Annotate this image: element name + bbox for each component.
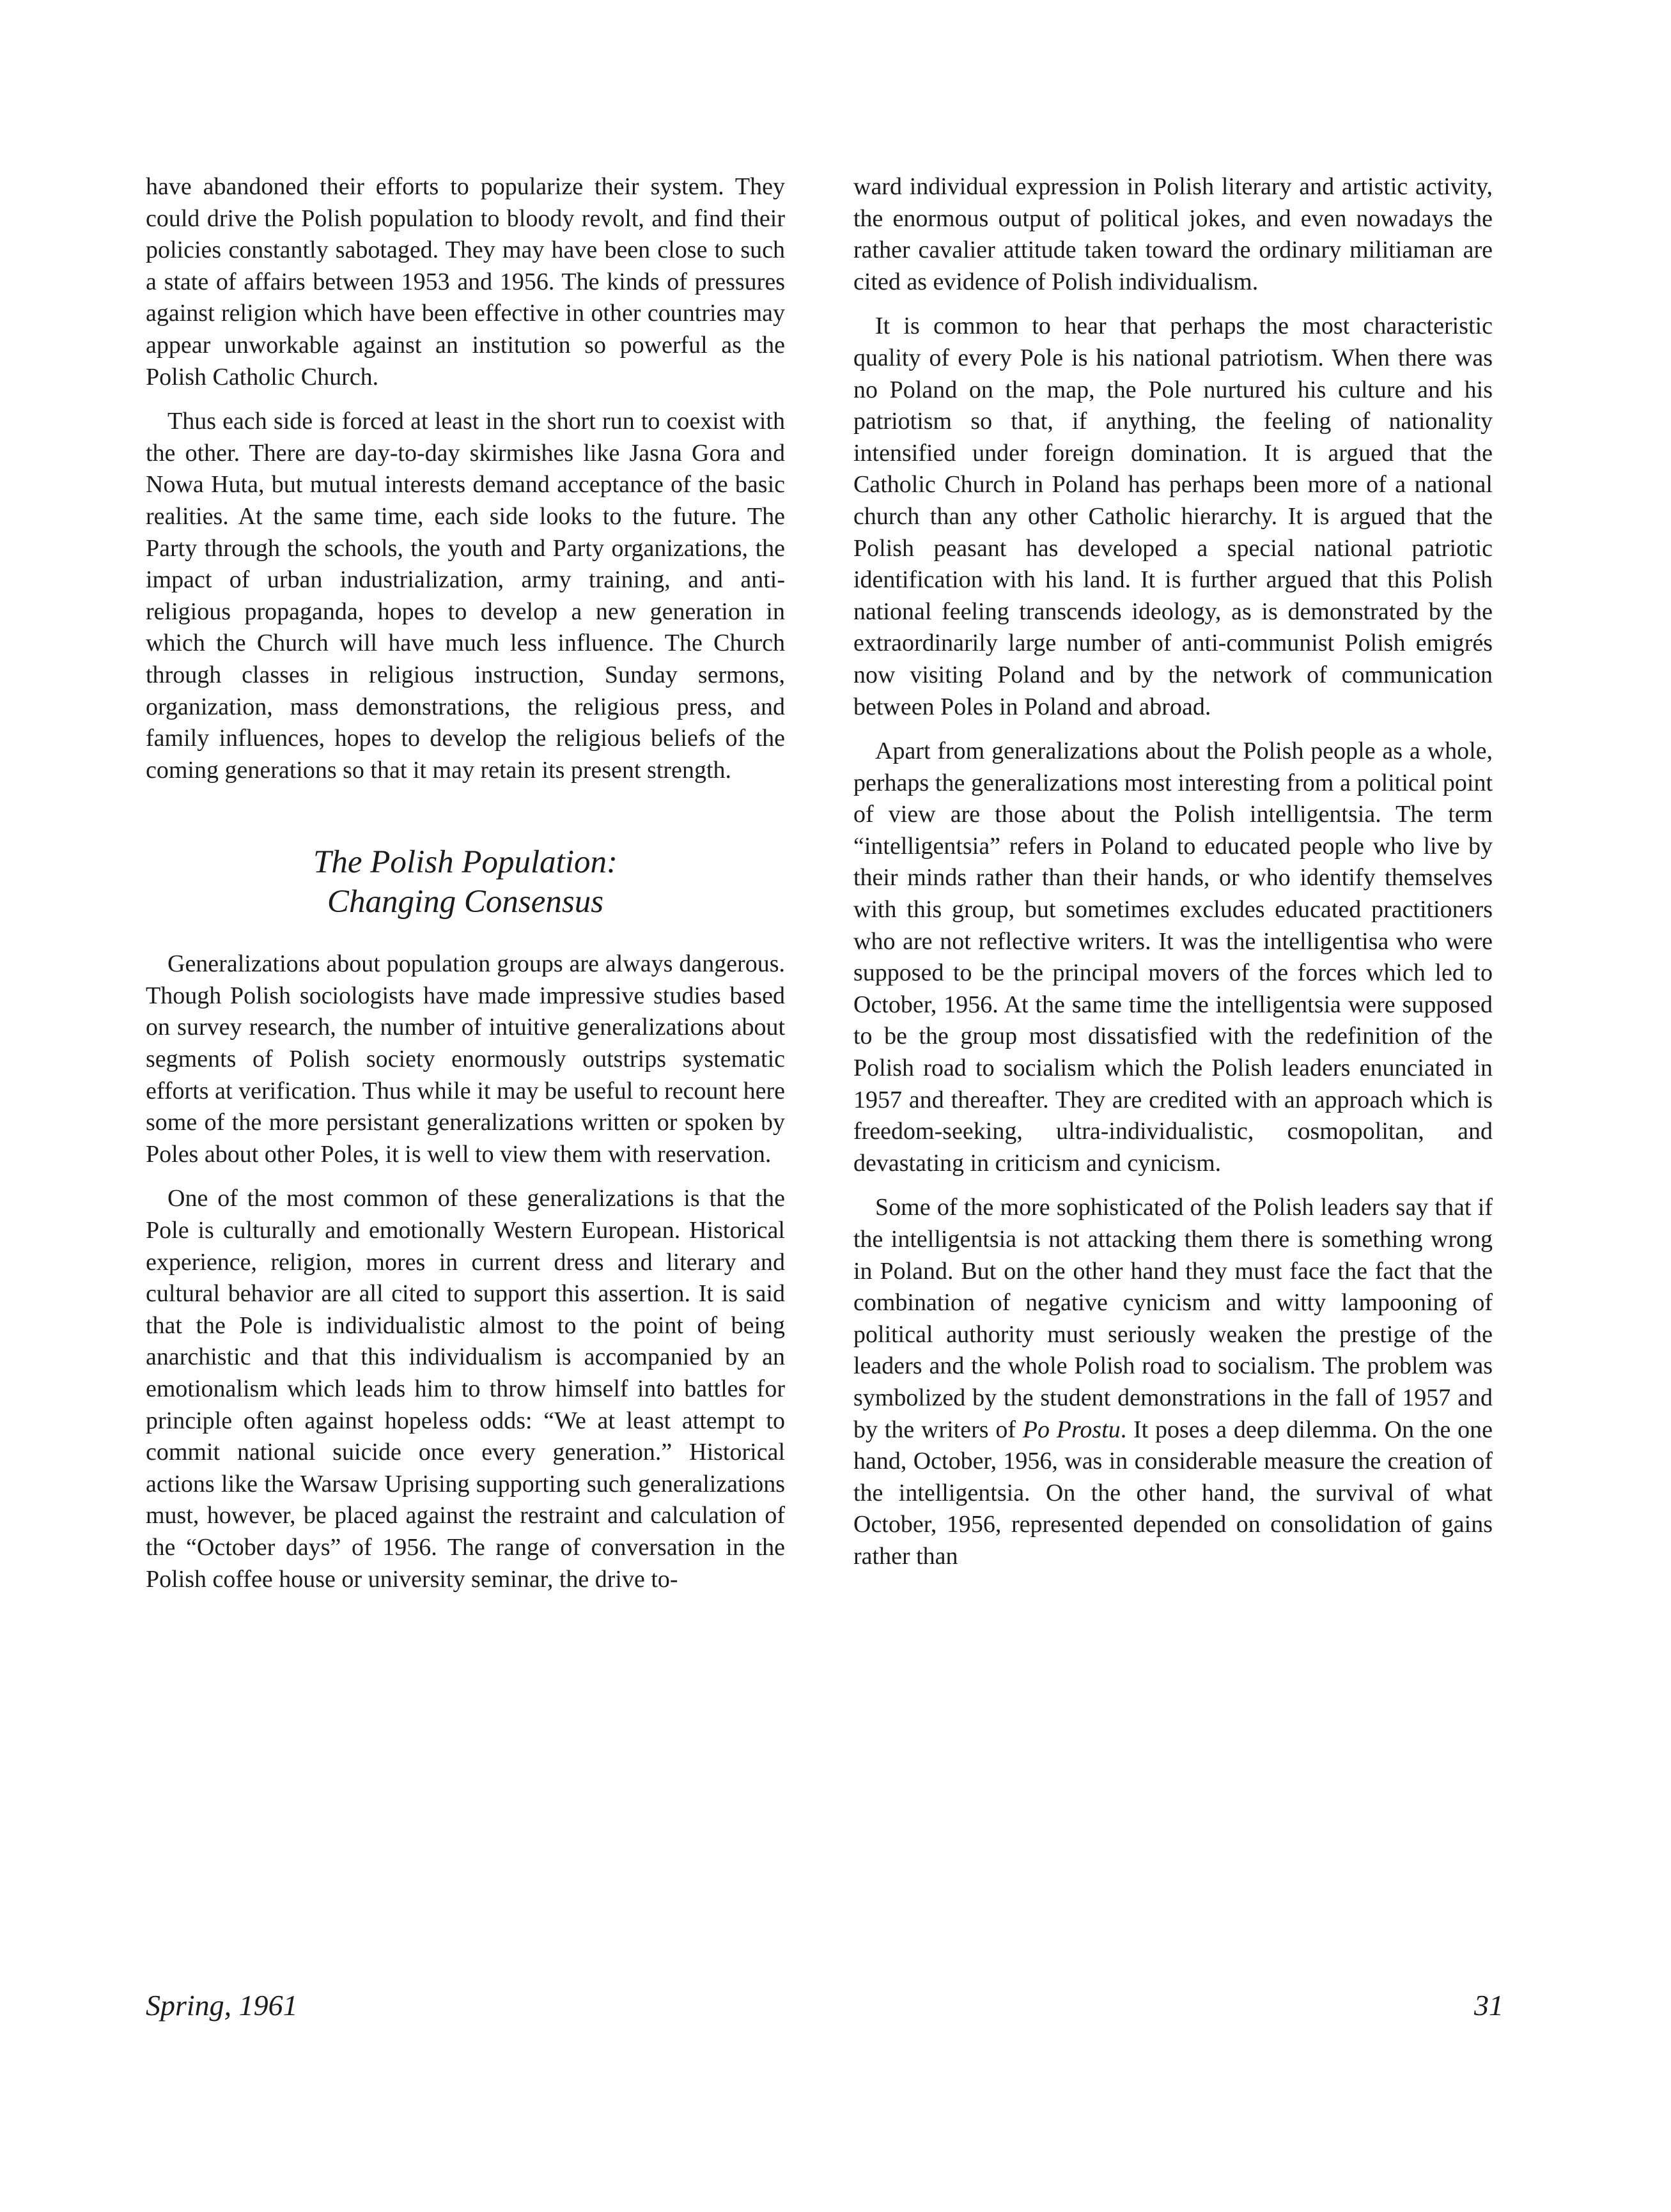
section-heading [146, 842, 785, 922]
left-paragraph-2: Thus each side is forced at least in the short run to coexist with the other. There are day-to-day skirmishes like Jasna Gora and Nowa Huta, but mutual interests demand acceptance of the basic realities. At the same time, each side looks to the future. The Party through the schools, the youth and Party organizations, the impact of urban industrialization, army training, and anti-religious propaganda, hopes to develop a new generation in which the Church will have much less influence. The Church through classes in religious instruction, Sunday sermons, organization, mass demonstrations, the religious press, and family influences, hopes to develop the religious beliefs of the coming generations so that it may retain its present strength. [146, 408, 785, 784]
right-paragraph-4 [853, 1192, 1493, 1572]
right-paragraph-4-start: Some of the more sophisticated of the Polish leaders say that if the intelligentsia is not attacking them there is something wrong in Poland. But on the other hand they must face the fact that the combination of negative cynicism and witty lampooning of political authority must seriously weaken the prestige of the leaders and the whole Polish road to socialism. The problem was symbolized by the student demonstrations in the fall of 1957 and by the writers of [853, 1194, 1493, 1443]
section-heading-line-2: Changing Consensus [327, 884, 604, 920]
section-heading-line-1: The Polish Population: [313, 844, 618, 881]
left-paragraph-1: have abandoned their efforts to popularize their system. They could drive the Polish population to bloody revolt, and find their policies constantly sabotaged. They may have been close to such a state of affairs between 1953 and 1956. The kinds of pressures against religion which have been effective in other countries may appear unworkable against an institution so powerful as the Polish Catholic Church. [146, 173, 785, 391]
page-number: 31 [1474, 1989, 1504, 2022]
publication-title: Po Prostu [1022, 1416, 1121, 1443]
right-paragraph-2: It is common to hear that perhaps the most characteristic quality of every Pole is his national patriotism. When there was no Poland on the map, the Pole nurtured his culture and his patriotism so that, if anything, the feeling of nationality intensified under foreign domination. It is argued that the Catholic Church in Poland has perhaps been more of a national church than any other Catholic hierarchy. It is argued that the Polish peasant has developed a special national patriotic identification with his land. It is further argued that this Polish national feeling transcends ideology, as is demonstrated by the extraordinarily large number of anti-communist Polish emigrés now visiting Poland and by the network of communication between Poles in Poland and abroad. [853, 313, 1493, 720]
right-column [853, 171, 1493, 1586]
left-column [146, 171, 785, 1608]
issue-date: Spring, 1961 [146, 1989, 298, 2022]
left-paragraph-4: One of the most common of these generalizations is that the Pole is culturally and emotionally Western European. Historical experience, religion, mores in current dress and literary and cultural behavior are all cited to support this assertion. It is said that the Pole is individualistic almost to the point of being anarchistic and that this individualism is accompanied by an emotionalism which leads him to throw himself into battles for principle often against hopeless odds: “We at least attempt to commit national suicide once every generation.” Historical actions like the Warsaw Uprising supporting such generalizations must, however, be placed against the restraint and calculation of the “October days” of 1956. The range of conversation in the Polish coffee house or university seminar, the drive to- [146, 1185, 785, 1593]
right-paragraph-4-end: . It poses a deep dilemma. On the one hand, October, 1956, was in considerable measure the creation of the intelligentsia. On the other hand, the survival of what October, 1956, represented depended on consolidation of gains rather than [853, 1416, 1493, 1570]
left-paragraph-3: Generalizations about population groups are always dangerous. Though Polish sociologists have made impressive studies based on survey research, the number of intuitive generalizations about segments of Polish society enormously outstrips systematic efforts at verification. Thus while it may be useful to recount here some of the more persistant generalizations written or spoken by Poles about other Poles, it is well to view them with reservation. [146, 950, 785, 1168]
right-paragraph-3: Apart from generalizations about the Polish people as a whole, perhaps the generalizations most interesting from a political point of view are those about the Polish intelligentsia. The term “intelligentsia” refers in Poland to educated people who live by their minds rather than their hands, or who identify themselves with this group, but sometimes excludes educated practitioners who are not reflective writers. It was the intelligentisa who were supposed to be the principal movers of the forces which led to October, 1956. At the same time the intelligentsia were supposed to be the group most dissatisfied with the redefinition of the Polish road to socialism which the Polish leaders enunciated in 1957 and thereafter. They are credited with an approach which is freedom-seeking, ultra-individualistic, cosmopolitan, and devastating in criticism and cynicism. [853, 738, 1493, 1177]
right-paragraph-1: ward individual expression in Polish literary and artistic activity, the enormous output of political jokes, and even nowadays the rather cavalier attitude taken toward the ordinary militiaman are cited as evidence of Polish individualism. [853, 173, 1493, 295]
